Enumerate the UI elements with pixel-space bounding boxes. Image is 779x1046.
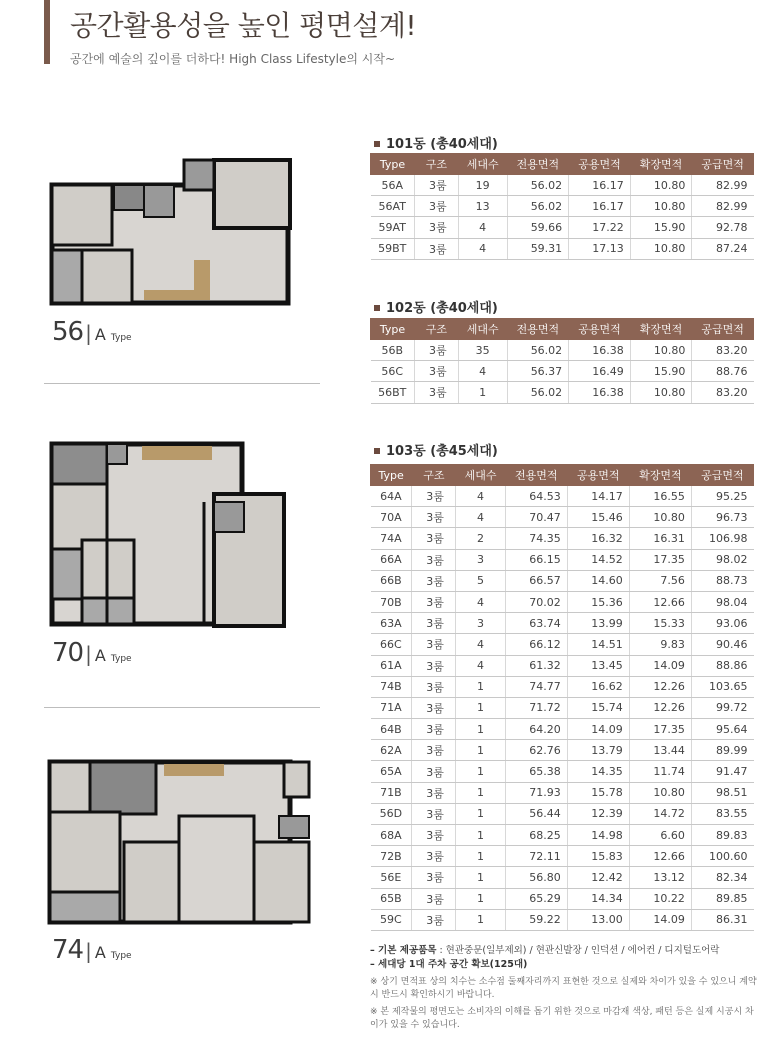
column-header: 공급면적 bbox=[692, 154, 754, 175]
table-row bbox=[371, 719, 754, 740]
table-cell: 3룸 bbox=[414, 382, 458, 403]
section-title-103: 103동 (총45세대) bbox=[374, 440, 498, 459]
table-cell: 16.32 bbox=[567, 528, 629, 549]
table-cell: 15.83 bbox=[567, 846, 629, 867]
table-cell: 70.02 bbox=[505, 591, 567, 612]
table-cell: 14.17 bbox=[567, 486, 629, 507]
table-cell: 88.76 bbox=[692, 361, 754, 382]
table-cell: 4 bbox=[456, 634, 505, 655]
table-cell: 74.35 bbox=[505, 528, 567, 549]
table-row bbox=[371, 761, 754, 782]
table-cell: 4 bbox=[456, 655, 505, 676]
table-row bbox=[371, 528, 754, 549]
table-row bbox=[371, 676, 754, 697]
table-cell: 17.22 bbox=[569, 217, 631, 238]
square-bullet-icon bbox=[374, 305, 380, 311]
column-header: 확장면적 bbox=[630, 154, 692, 175]
table-row bbox=[371, 782, 754, 803]
table-cell: 3룸 bbox=[412, 570, 456, 591]
table-cell: 56.02 bbox=[507, 196, 569, 217]
table-cell: 66.57 bbox=[505, 570, 567, 591]
table-cell: 35 bbox=[458, 340, 507, 361]
table-cell: 14.34 bbox=[567, 888, 629, 909]
table-cell: 3룸 bbox=[412, 591, 456, 612]
table-cell: 98.51 bbox=[691, 782, 753, 803]
table-cell: 3 bbox=[456, 613, 505, 634]
table-cell: 16.38 bbox=[569, 382, 631, 403]
table-cell: 64.20 bbox=[505, 719, 567, 740]
table-cell: 70.47 bbox=[505, 507, 567, 528]
table-cell: 1 bbox=[456, 782, 505, 803]
page-title: 공간활용성을 높인 평면설계! bbox=[70, 9, 417, 42]
table-cell: 82.99 bbox=[692, 196, 754, 217]
notes bbox=[370, 944, 760, 1032]
column-header: 전용면적 bbox=[507, 154, 569, 175]
note-basic-items: – 기본 제공품목 : 현관중문(일부제외) / 현관신발장 / 인덕션 / 에어컨 / 디지털도어락 bbox=[370, 945, 720, 956]
column-header: 확장면적 bbox=[629, 465, 691, 486]
table-cell: 103.65 bbox=[691, 676, 753, 697]
table-cell: 56.02 bbox=[507, 340, 569, 361]
table-cell: 56A bbox=[371, 175, 415, 196]
table-cell: 16.31 bbox=[629, 528, 691, 549]
table-cell: 13.12 bbox=[629, 867, 691, 888]
table-cell: 13 bbox=[458, 196, 507, 217]
table-cell: 1 bbox=[456, 803, 505, 824]
note-parking: – 세대당 1대 주차 공간 확보(125대) bbox=[370, 958, 528, 970]
table-cell: 3룸 bbox=[412, 697, 456, 718]
column-header: Type bbox=[371, 154, 415, 175]
table-cell: 1 bbox=[456, 846, 505, 867]
square-bullet-icon bbox=[374, 448, 380, 454]
table-cell: 65A bbox=[371, 761, 412, 782]
table-row bbox=[371, 803, 754, 824]
table-cell: 10.80 bbox=[630, 382, 692, 403]
table-cell: 56B bbox=[371, 340, 415, 361]
table-row bbox=[371, 175, 754, 196]
table-cell: 91.47 bbox=[691, 761, 753, 782]
table-cell: 99.72 bbox=[691, 697, 753, 718]
table-cell: 65B bbox=[371, 888, 412, 909]
table-cell: 3룸 bbox=[412, 782, 456, 803]
plan-label-70: 70 | A Type bbox=[52, 638, 132, 668]
table-cell: 4 bbox=[458, 361, 507, 382]
table-cell: 3룸 bbox=[412, 528, 456, 549]
table-cell: 56BT bbox=[371, 382, 415, 403]
table-cell: 16.55 bbox=[629, 486, 691, 507]
table-cell: 64A bbox=[371, 486, 412, 507]
table-cell: 3룸 bbox=[412, 486, 456, 507]
table-cell: 14.51 bbox=[567, 634, 629, 655]
table-cell: 3 bbox=[456, 549, 505, 570]
table-cell: 3룸 bbox=[412, 888, 456, 909]
table-row bbox=[371, 196, 754, 217]
table-cell: 83.20 bbox=[692, 382, 754, 403]
table-cell: 106.98 bbox=[691, 528, 753, 549]
table-cell: 3룸 bbox=[412, 634, 456, 655]
table-cell: 59BT bbox=[371, 238, 415, 259]
floor-plan-56a bbox=[44, 155, 294, 310]
table-cell: 56.80 bbox=[505, 867, 567, 888]
table-cell: 3룸 bbox=[412, 846, 456, 867]
table-cell: 89.99 bbox=[691, 740, 753, 761]
table-cell: 2 bbox=[456, 528, 505, 549]
table-cell: 1 bbox=[456, 909, 505, 930]
page-subtitle: 공간에 예술의 깊이를 더하다! High Class Lifestyle의 시작~ bbox=[70, 52, 396, 66]
table-cell: 16.49 bbox=[569, 361, 631, 382]
table-cell: 3룸 bbox=[412, 655, 456, 676]
table-cell: 10.80 bbox=[630, 196, 692, 217]
table-cell: 64.53 bbox=[505, 486, 567, 507]
table-cell: 98.02 bbox=[691, 549, 753, 570]
table-cell: 15.78 bbox=[567, 782, 629, 803]
column-header: 구조 bbox=[414, 154, 458, 175]
table-cell: 15.74 bbox=[567, 697, 629, 718]
floor-plan-70a bbox=[44, 422, 294, 630]
table-cell: 10.80 bbox=[629, 507, 691, 528]
table-cell: 3룸 bbox=[412, 803, 456, 824]
spec-table-102 bbox=[370, 318, 754, 404]
table-cell: 3룸 bbox=[412, 740, 456, 761]
table-cell: 12.66 bbox=[629, 846, 691, 867]
table-cell: 3룸 bbox=[412, 613, 456, 634]
table-cell: 66C bbox=[371, 634, 412, 655]
column-header: 세대수 bbox=[456, 465, 505, 486]
table-cell: 14.98 bbox=[567, 825, 629, 846]
table-cell: 15.46 bbox=[567, 507, 629, 528]
table-cell: 74A bbox=[371, 528, 412, 549]
table-header-row bbox=[371, 319, 754, 340]
column-header: Type bbox=[371, 319, 415, 340]
table-cell: 14.52 bbox=[567, 549, 629, 570]
table-cell: 14.09 bbox=[567, 719, 629, 740]
table-cell: 88.73 bbox=[691, 570, 753, 591]
table-cell: 15.33 bbox=[629, 613, 691, 634]
table-cell: 3룸 bbox=[412, 761, 456, 782]
table-cell: 14.09 bbox=[629, 909, 691, 930]
table-cell: 3룸 bbox=[412, 909, 456, 930]
table-cell: 4 bbox=[456, 486, 505, 507]
plan-divider bbox=[44, 707, 320, 708]
table-cell: 1 bbox=[458, 382, 507, 403]
table-cell: 56.44 bbox=[505, 803, 567, 824]
table-cell: 56D bbox=[371, 803, 412, 824]
table-cell: 1 bbox=[456, 825, 505, 846]
table-cell: 17.35 bbox=[629, 549, 691, 570]
column-header: 공용면적 bbox=[567, 465, 629, 486]
table-cell: 59AT bbox=[371, 217, 415, 238]
table-cell: 13.99 bbox=[567, 613, 629, 634]
table-cell: 15.90 bbox=[630, 361, 692, 382]
plan-label-56: 56 | A Type bbox=[52, 317, 132, 347]
table-cell: 13.79 bbox=[567, 740, 629, 761]
table-cell: 1 bbox=[456, 740, 505, 761]
table-row bbox=[371, 361, 754, 382]
table-cell: 3룸 bbox=[412, 867, 456, 888]
table-cell: 71.72 bbox=[505, 697, 567, 718]
table-cell: 93.06 bbox=[691, 613, 753, 634]
table-cell: 4 bbox=[456, 507, 505, 528]
page-header bbox=[44, 0, 416, 64]
table-cell: 3룸 bbox=[414, 217, 458, 238]
table-header-row bbox=[371, 154, 754, 175]
table-cell: 66A bbox=[371, 549, 412, 570]
table-cell: 87.24 bbox=[692, 238, 754, 259]
table-cell: 71B bbox=[371, 782, 412, 803]
table-cell: 68.25 bbox=[505, 825, 567, 846]
table-cell: 68A bbox=[371, 825, 412, 846]
table-cell: 1 bbox=[456, 719, 505, 740]
table-cell: 10.80 bbox=[629, 782, 691, 803]
table-row bbox=[371, 507, 754, 528]
table-cell: 6.60 bbox=[629, 825, 691, 846]
section-title-102: 102동 (총40세대) bbox=[374, 297, 498, 316]
table-row bbox=[371, 888, 754, 909]
table-cell: 17.13 bbox=[569, 238, 631, 259]
table-cell: 66.12 bbox=[505, 634, 567, 655]
table-cell: 61.32 bbox=[505, 655, 567, 676]
table-cell: 66B bbox=[371, 570, 412, 591]
table-cell: 5 bbox=[456, 570, 505, 591]
table-cell: 89.83 bbox=[691, 825, 753, 846]
table-cell: 12.26 bbox=[629, 676, 691, 697]
table-cell: 64B bbox=[371, 719, 412, 740]
table-cell: 88.86 bbox=[691, 655, 753, 676]
table-cell: 10.80 bbox=[630, 175, 692, 196]
table-cell: 82.34 bbox=[691, 867, 753, 888]
table-cell: 96.73 bbox=[691, 507, 753, 528]
table-cell: 16.17 bbox=[569, 196, 631, 217]
table-cell: 74B bbox=[371, 676, 412, 697]
table-row bbox=[371, 549, 754, 570]
table-cell: 13.00 bbox=[567, 909, 629, 930]
table-cell: 14.72 bbox=[629, 803, 691, 824]
column-header: 구조 bbox=[412, 465, 456, 486]
table-row bbox=[371, 846, 754, 867]
table-cell: 3룸 bbox=[412, 676, 456, 697]
table-cell: 61A bbox=[371, 655, 412, 676]
table-cell: 11.74 bbox=[629, 761, 691, 782]
table-cell: 19 bbox=[458, 175, 507, 196]
table-cell: 74.77 bbox=[505, 676, 567, 697]
table-row bbox=[371, 217, 754, 238]
table-cell: 16.62 bbox=[567, 676, 629, 697]
table-cell: 3룸 bbox=[412, 825, 456, 846]
table-header-row bbox=[371, 465, 754, 486]
table-cell: 56C bbox=[371, 361, 415, 382]
table-cell: 63A bbox=[371, 613, 412, 634]
table-cell: 3룸 bbox=[414, 238, 458, 259]
table-cell: 4 bbox=[458, 217, 507, 238]
table-cell: 14.35 bbox=[567, 761, 629, 782]
table-cell: 12.42 bbox=[567, 867, 629, 888]
table-cell: 70B bbox=[371, 591, 412, 612]
table-row bbox=[371, 825, 754, 846]
table-cell: 56E bbox=[371, 867, 412, 888]
table-cell: 89.85 bbox=[691, 888, 753, 909]
column-header: 전용면적 bbox=[505, 465, 567, 486]
table-cell: 1 bbox=[456, 867, 505, 888]
table-cell: 59.66 bbox=[507, 217, 569, 238]
column-header: 확장면적 bbox=[630, 319, 692, 340]
table-row bbox=[371, 740, 754, 761]
table-cell: 95.64 bbox=[691, 719, 753, 740]
table-cell: 17.35 bbox=[629, 719, 691, 740]
table-cell: 83.55 bbox=[691, 803, 753, 824]
plan-divider bbox=[44, 383, 320, 384]
table-cell: 3룸 bbox=[412, 549, 456, 570]
table-cell: 82.99 bbox=[692, 175, 754, 196]
table-row bbox=[371, 340, 754, 361]
table-cell: 71A bbox=[371, 697, 412, 718]
table-cell: 65.38 bbox=[505, 761, 567, 782]
floor-plan-74a bbox=[44, 756, 334, 926]
column-header: 공용면적 bbox=[569, 319, 631, 340]
table-cell: 14.60 bbox=[567, 570, 629, 591]
note-plan-disclaimer: ※ 본 제작물의 평면도는 소비자의 이해를 돕기 위한 것으로 마감재 색상, 패턴 등은 실제 시공시 차이가 있을 수 있습니다. bbox=[370, 1006, 754, 1030]
table-cell: 100.60 bbox=[691, 846, 753, 867]
table-cell: 72.11 bbox=[505, 846, 567, 867]
table-row bbox=[371, 238, 754, 259]
table-cell: 1 bbox=[456, 761, 505, 782]
table-cell: 62A bbox=[371, 740, 412, 761]
table-cell: 12.26 bbox=[629, 697, 691, 718]
table-cell: 3룸 bbox=[414, 196, 458, 217]
spec-table-103 bbox=[370, 464, 754, 931]
table-row bbox=[371, 634, 754, 655]
table-cell: 59.31 bbox=[507, 238, 569, 259]
table-cell: 92.78 bbox=[692, 217, 754, 238]
table-cell: 10.80 bbox=[630, 238, 692, 259]
table-cell: 56.02 bbox=[507, 382, 569, 403]
column-header: 공급면적 bbox=[692, 319, 754, 340]
table-cell: 59.22 bbox=[505, 909, 567, 930]
table-row bbox=[371, 697, 754, 718]
table-row bbox=[371, 909, 754, 930]
column-header: Type bbox=[371, 465, 412, 486]
table-cell: 4 bbox=[456, 591, 505, 612]
table-cell: 13.45 bbox=[567, 655, 629, 676]
table-cell: 3룸 bbox=[414, 175, 458, 196]
table-cell: 70A bbox=[371, 507, 412, 528]
table-row bbox=[371, 570, 754, 591]
section-title-101: 101동 (총40세대) bbox=[374, 133, 498, 152]
table-cell: 66.15 bbox=[505, 549, 567, 570]
column-header: 세대수 bbox=[458, 154, 507, 175]
table-cell: 16.38 bbox=[569, 340, 631, 361]
table-cell: 13.44 bbox=[629, 740, 691, 761]
table-cell: 15.36 bbox=[567, 591, 629, 612]
table-cell: 86.31 bbox=[691, 909, 753, 930]
note-area-disclaimer: ※ 상기 면적표 상의 치수는 소수점 둘째자리까지 표현한 것으로 실제와 차이가 있을 수 있으니 계약시 반드시 확인하시기 바랍니다. bbox=[370, 976, 757, 1000]
spec-table-101 bbox=[370, 153, 754, 260]
table-row bbox=[371, 591, 754, 612]
table-row bbox=[371, 867, 754, 888]
table-cell: 3룸 bbox=[414, 340, 458, 361]
table-cell: 12.66 bbox=[629, 591, 691, 612]
table-cell: 98.04 bbox=[691, 591, 753, 612]
table-cell: 56AT bbox=[371, 196, 415, 217]
column-header: 세대수 bbox=[458, 319, 507, 340]
table-cell: 10.80 bbox=[630, 340, 692, 361]
table-cell: 12.39 bbox=[567, 803, 629, 824]
table-row bbox=[371, 486, 754, 507]
column-header: 공급면적 bbox=[691, 465, 753, 486]
table-cell: 9.83 bbox=[629, 634, 691, 655]
table-cell: 71.93 bbox=[505, 782, 567, 803]
table-cell: 3룸 bbox=[414, 361, 458, 382]
table-row bbox=[371, 613, 754, 634]
column-header: 전용면적 bbox=[507, 319, 569, 340]
table-cell: 16.17 bbox=[569, 175, 631, 196]
table-cell: 14.09 bbox=[629, 655, 691, 676]
table-cell: 65.29 bbox=[505, 888, 567, 909]
table-cell: 1 bbox=[456, 888, 505, 909]
table-cell: 56.37 bbox=[507, 361, 569, 382]
column-header: 구조 bbox=[414, 319, 458, 340]
table-cell: 10.22 bbox=[629, 888, 691, 909]
table-cell: 95.25 bbox=[691, 486, 753, 507]
table-cell: 3룸 bbox=[412, 507, 456, 528]
table-row bbox=[371, 655, 754, 676]
table-cell: 62.76 bbox=[505, 740, 567, 761]
table-cell: 1 bbox=[456, 697, 505, 718]
table-cell: 15.90 bbox=[630, 217, 692, 238]
table-cell: 1 bbox=[456, 676, 505, 697]
square-bullet-icon bbox=[374, 141, 380, 147]
table-cell: 63.74 bbox=[505, 613, 567, 634]
plan-label-74: 74 | A Type bbox=[52, 935, 132, 965]
table-cell: 3룸 bbox=[412, 719, 456, 740]
table-cell: 90.46 bbox=[691, 634, 753, 655]
table-row bbox=[371, 382, 754, 403]
table-cell: 7.56 bbox=[629, 570, 691, 591]
column-header: 공용면적 bbox=[569, 154, 631, 175]
table-cell: 83.20 bbox=[692, 340, 754, 361]
table-cell: 4 bbox=[458, 238, 507, 259]
table-cell: 59C bbox=[371, 909, 412, 930]
table-cell: 56.02 bbox=[507, 175, 569, 196]
table-cell: 72B bbox=[371, 846, 412, 867]
